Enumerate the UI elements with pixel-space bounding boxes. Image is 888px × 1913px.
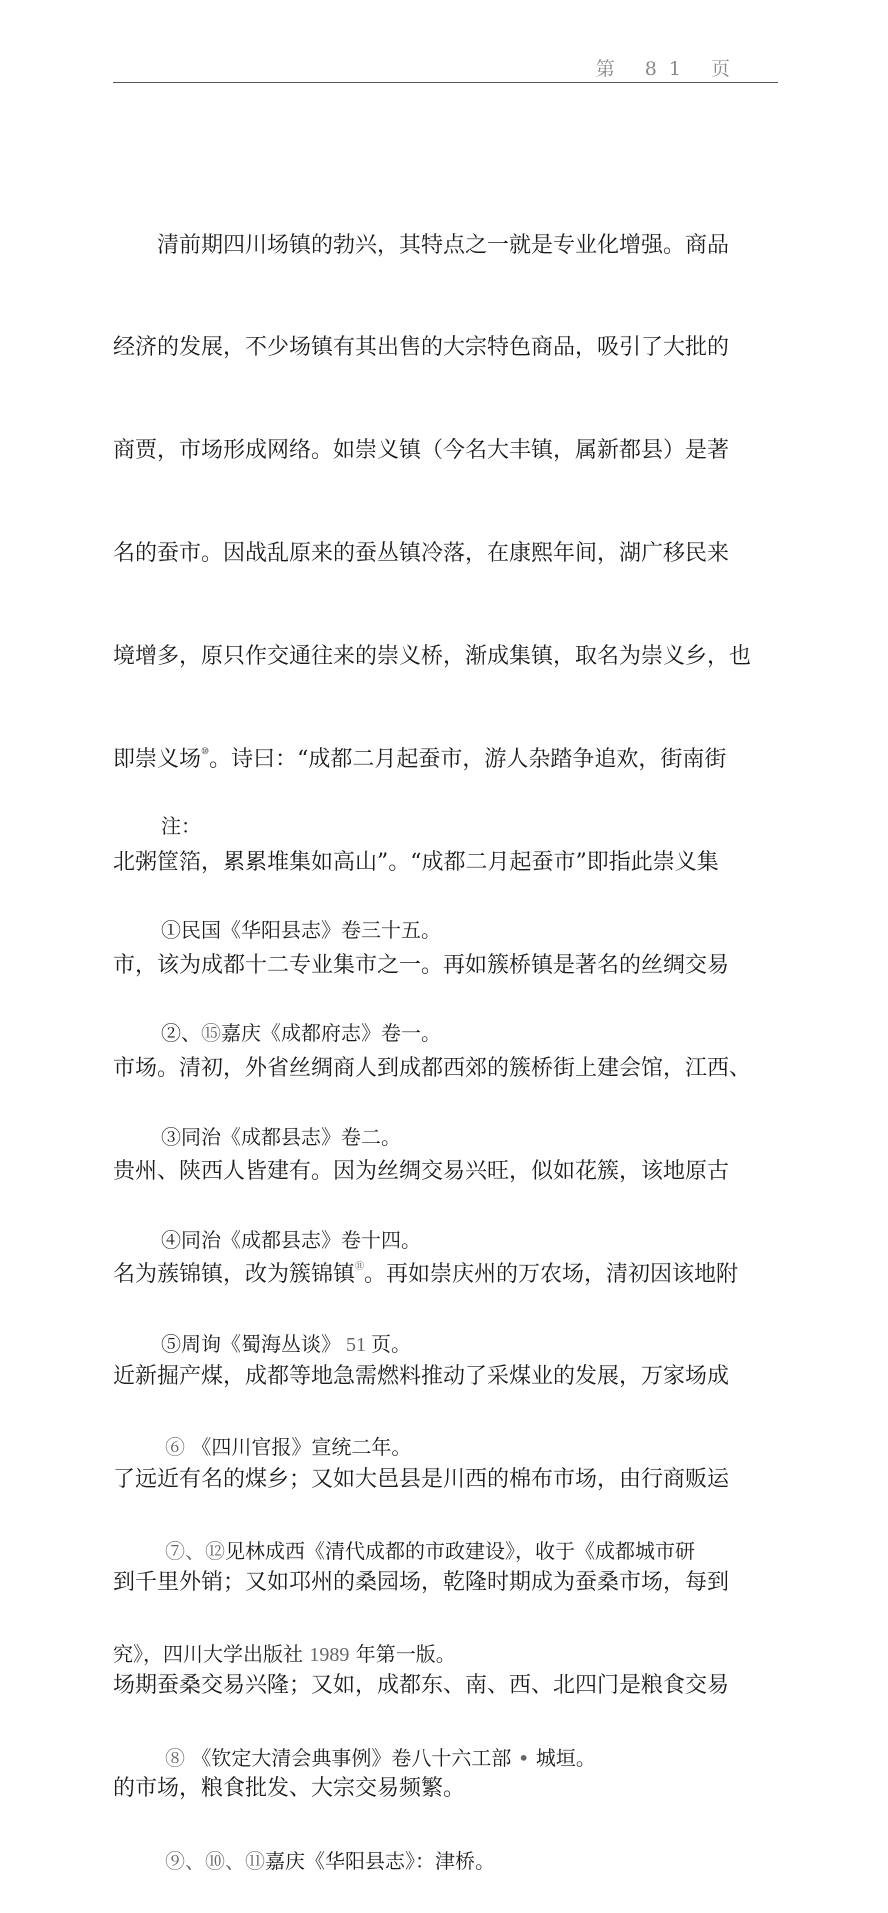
note-text: 城垣。: [529, 1745, 596, 1770]
paragraph-line: 场期蚕桑交易兴隆；又如，成都东、南、西、北四门是粮食交易: [113, 1673, 730, 1699]
note-text: 究》，四川大学出版社: [113, 1642, 310, 1666]
paragraph-line: 了远近有名的煤乡；又如大邑县是川西的棉布市场，由行商贩运: [113, 1467, 730, 1493]
note-text: ⑤周询《蜀海丛谈》: [161, 1331, 341, 1356]
paragraph-text: 。再如崇庆州的万农场，清初因该地附: [364, 1261, 739, 1287]
note-text: 年第一版。: [349, 1642, 456, 1666]
paragraph-line: 名的蚕市。因战乱原来的蚕丛镇冷落，在康熙年间，湖广移民来: [113, 541, 730, 567]
note-item: [113, 1430, 793, 1465]
note-text: 嘉庆《华阳县志》：津桥。: [265, 1849, 495, 1873]
note-item: [113, 1844, 793, 1879]
note-text: 《钦定大清会典事例》卷八十六工部: [185, 1745, 518, 1770]
paragraph-line: 清前期四川场镇的勃兴，其特点之一就是专业化增强。商品: [113, 232, 730, 258]
note-text: ②、: [161, 1021, 201, 1045]
paragraph-line: 市，该为成都十二专业集市之一。再如簇桥镇是著名的丝绸交易: [113, 952, 730, 978]
paragraph-text: 名为蔟锦镇，改为簇锦镇: [113, 1261, 356, 1287]
note-item: [113, 1534, 793, 1569]
paragraph-line: 商贾，市场形成网络。如崇义镇（今名大丰镇，属新都县）是著: [113, 438, 730, 464]
paragraph-line: 贵州、陕西人皆建有。因为丝绸交易兴旺，似如花簇，该地原古: [113, 1158, 730, 1184]
note-item-continuation: [113, 1637, 793, 1672]
paragraph-line: 北粥筐箔，累累堆集如高山”。“成都二月起蚕市”即指此崇义集: [113, 849, 719, 875]
note-item: ③同治《成都县志》卷二。: [161, 1124, 401, 1149]
note-text: 见林成西《清代成都的市政建设》，收于《成都城市研: [225, 1538, 695, 1563]
note-item: [113, 1327, 793, 1362]
note-marker: ⑥: [165, 1435, 185, 1459]
note-marker: ⑮: [201, 1021, 221, 1045]
note-marker: ⑧: [165, 1745, 185, 1770]
notes-title: 注：: [161, 814, 201, 838]
note-text: 《四川官报》宣统二年。: [185, 1435, 412, 1459]
footnote-marker: ⑩: [201, 747, 210, 758]
note-item: ①民国《华阳县志》卷三十五。: [161, 917, 441, 942]
note-marker: ⑦、⑫: [165, 1538, 225, 1563]
note-marker: ⑨、⑩、⑪: [165, 1849, 265, 1873]
page-number: 第 81 页: [595, 58, 742, 80]
note-item: ④同治《成都县志》卷十四。: [161, 1228, 421, 1252]
paragraph-text: 即崇义场: [113, 747, 202, 773]
note-item: [113, 1741, 793, 1776]
note-text: 嘉庆《成都府志》卷一。: [221, 1021, 441, 1045]
paragraph-line: 近新掘产煤，成都等地急需燃料推动了采煤业的发展，万家场成: [113, 1364, 730, 1390]
notes-section: [113, 740, 793, 1913]
note-text: 页。: [371, 1331, 411, 1356]
paragraph-text: 。诗曰：“成都二月起蚕市，游人杂踏争追欢，街南街: [209, 747, 727, 773]
paragraph-line: 到千里外销；又如邛州的桑园场，乾隆时期成为蚕桑市场，每到: [113, 1570, 730, 1596]
note-bullet: •: [517, 1745, 530, 1770]
paragraph-line: 经济的发展，不少场镇有其出售的大宗特色商品，吸引了大批的: [113, 335, 730, 361]
paragraph-line: 的市场，粮食批发、大宗交易频繁。: [113, 1775, 466, 1801]
paragraph-line: 市场。清初，外省丝绸商人到成都西郊的簇桥街上建会馆，江西、: [113, 1055, 752, 1081]
note-year: 1989: [309, 1644, 350, 1666]
page-header: [113, 52, 778, 83]
note-item: [113, 1016, 793, 1051]
footnote-marker: ⑪: [355, 1261, 365, 1272]
note-page-number: 51: [341, 1333, 371, 1356]
paragraph-line: 境增多，原只作交通往来的崇义桥，渐成集镇，取名为崇义乡，也: [113, 644, 752, 670]
